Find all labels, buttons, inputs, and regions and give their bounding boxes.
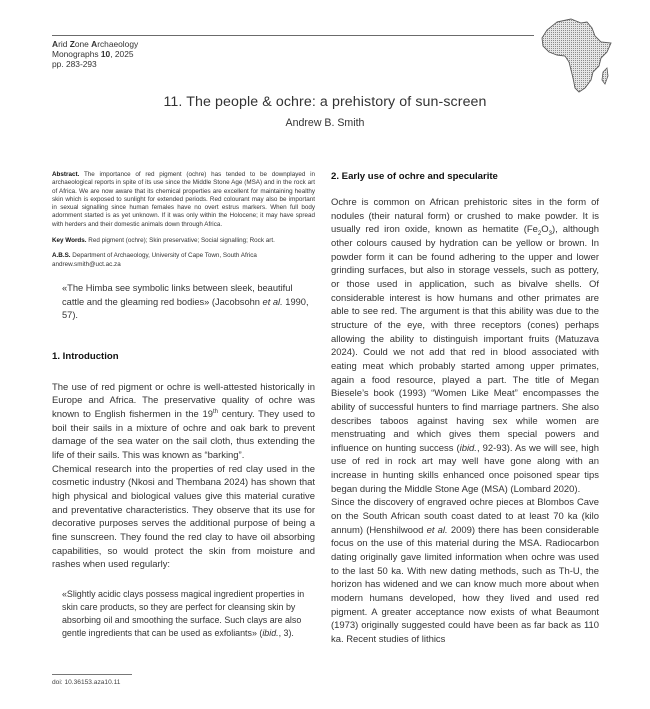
journal-monographs: Monographs 10, 2025 [52,49,134,59]
journal-header [52,39,138,69]
abstract: Abstract. The importance of red pigment (ochre) has tended to be downplayed in archaeological reports in spite of its use since the Middle Stone Age (MSA) and in the rock art of Africa. We are now aware that its chemical properties are excellent for maintaining healthy skin which is exposed to sunlight for extended periods. Red colourant may also be important in sexual signalling since human females have no overt estrus markers. When full body adornment started is as yet unknown. If it was only within the Holocene; it may have spread with herders and their domestic animals down through Africa. [52,171,316,228]
article-author: Andrew B. Smith [285,117,365,129]
intro-paragraph-2: Chemical research into the properties of red clay used in the cosmetic industry (Nkosi and Thembana 2024) has shown that high physical and biological values give this material curative and preventative characteristics. They observe that its use for decorative purposes serves the additional purpose of being a fine sunscreen. They found the red clay to have oil absorbing capabilities, so would protect the skin from moisture and rashes when used regularly: [52,463,315,571]
footnote-rule [52,674,132,675]
left-column [52,171,315,640]
author-email[interactable]: andrew.smith@uct.ac.za [52,260,121,268]
section2-paragraph-1: Ochre is common on African prehistoric sites in the form of nodules (their natural form) or crushed to make powder. It is usually red iron oxide, known as hematite $(Fe_2O_3)$, although other colours caused by hydration can be yellow or brown. In powder form it can be found adhering to the upper and lower grinding surfaces, but also in storage vessels, such as pottery, or those used in application, such as bivalve shells. Of considerable interest is how humans and other primates are able to see red. The argument is that this ability was due to the structure of the eye, with three receptors (cones) perhaps allowing the ability to distinguish important fruits (Matuzava 2024). Could we not add that red in blood associated with eating meat which probably started among upper primates, again a food resource, played a part. The title of Megan Biesele’s book (1993) “Women Like Meat” encompasses the ability of successful hunters to find marriage partners. She also describes taboos against having sex while women are menstruating and which gives them special powers and influence on hunting success (ibid., 92-93). As we will see, high use of red in rock art may well have gone along with an increase in hunting skills enhanced once poisoned spear tips began during the Middle Stone Age (MSA) (Lombard 2020). [331,197,599,495]
keywords: Key Words. Red pigment (ochre); Skin preservative; Social signalling; Rock art. [52,237,275,245]
intro-paragraph-1: The use of red pigment or ochre is well-attested historically in Europe and Africa. The preservative quality of ochre was known to English fishermen in the 19th century. They used to boil their sails in a mixture of ochre and oak bark to prevent damage of the sea water on the sail cloth, thus extending the life of their sails. This was known as “barking”. [52,381,315,462]
right-column [331,171,599,647]
block-quote: «Slightly acidic clays possess magical ingredient properties in skin care products, so they are perfect for cleansing skin by absorbing oil and smoothing the surface. Such clays are also gentle ingredients that can be used as exfoliants» (ibid., 3). [62,588,305,639]
section-heading-introduction: 1. Introduction [52,350,119,362]
journal-pages: pp. 283-293 [52,59,97,69]
article-title: 11. The people & ochre: a prehistory of sun-screen [163,94,487,110]
section-heading-early-use: 2. Early use of ochre and specularite [331,171,498,182]
africa-map-logo [535,14,619,98]
section2-paragraph-2: Since the discovery of engraved ochre pieces at Blombos Cave on the South African south coast dated to at least 70 ka (kilo annum) (Henshilwood et al. 2009) there has been considerable focus on the use of this material during the MSA. Radiocarbon dating originally gave limited information when ochre was used to the last 50 ka. With new dating methods, such as Th-U, the horizon has widened and we can know much more about when modern humans developed, how they lived and used red pigment. A greater acceptance now exists of what Beaumont (1973) originally suggested could have been as far back as 110 ka. Recent studies of lithics [331,497,599,645]
journal-name: Arid Zone Archaeology [52,39,139,49]
epigraph: «The Himba see symbolic links between sleek, beautiful cattle and the gleaming red bodies» (Jacobsohn et al. 1990, 57). [62,282,309,321]
doi-link[interactable]: doi: 10.36153.aza10.11 [52,679,121,686]
author-affiliation: A.B.S. Department of Archaeology, University of Cape Town, South Africa andrew.smith@uct.ac.za [52,252,257,268]
header-rule [52,35,534,36]
